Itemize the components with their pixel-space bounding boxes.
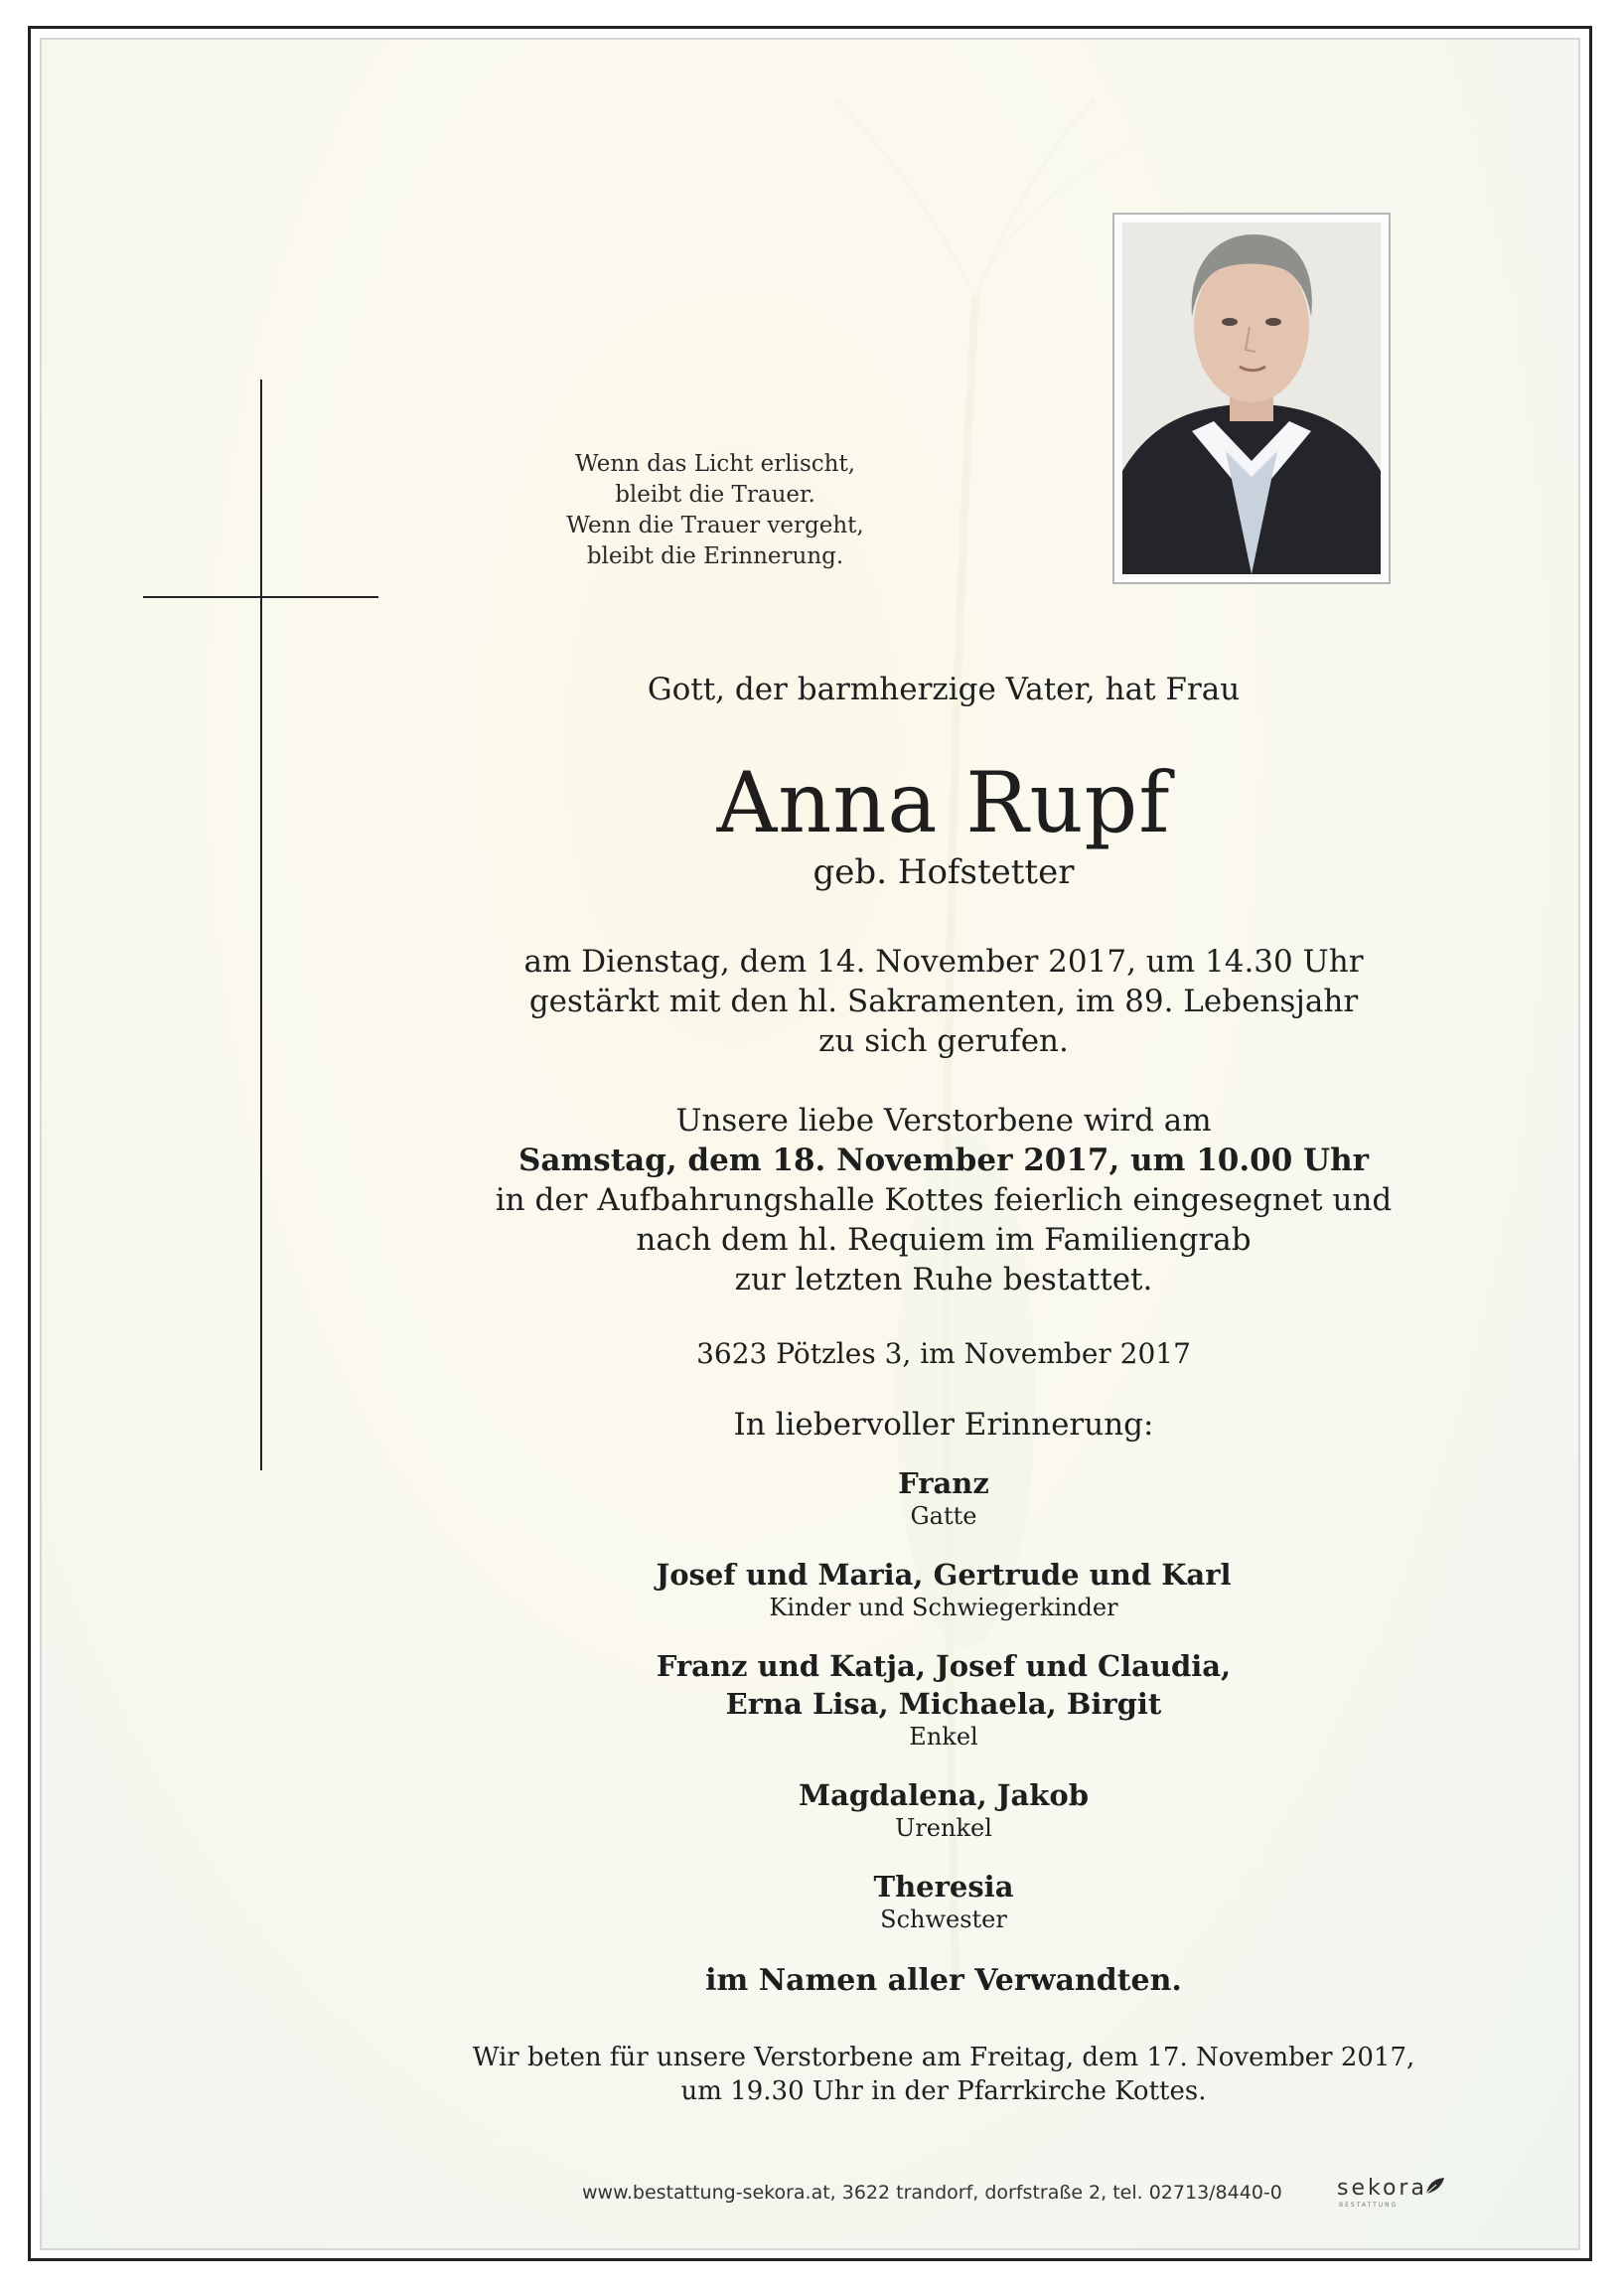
funeral-line: zur letzten Ruhe bestattet. [734, 1262, 1153, 1297]
maiden-name: geb. Hofstetter [812, 852, 1075, 892]
funeral-announcement [467, 1101, 1420, 1299]
death-line: zu sich gerufen. [818, 1023, 1069, 1059]
poem [556, 449, 874, 572]
family-relation: Schwester [880, 1906, 1007, 1933]
death-line: gestärkt mit den hl. Sakramenten, im 89. Lebensjahr [528, 984, 1359, 1019]
family-names: Franz [898, 1466, 989, 1500]
funeral-date: Samstag, dem 18. November 2017, um 10.00 Uhr [518, 1143, 1369, 1178]
intro-text: Gott, der barmherzige Vater, hat Frau [647, 672, 1241, 707]
place-date: 3623 Pötzles 3, im November 2017 [696, 1337, 1191, 1370]
poem-line: Wenn das Licht erlischt, [574, 451, 856, 477]
portrait-icon [1122, 223, 1381, 574]
poem-line: Wenn die Trauer vergeht, [566, 513, 864, 538]
funeral-line: nach dem hl. Requiem im Familiengrab [636, 1222, 1252, 1258]
family-group [467, 1647, 1420, 1751]
closing-line: im Namen aller Verwandten. [705, 1963, 1182, 1998]
sekora-logo [1337, 2176, 1446, 2213]
poem-line: bleibt die Trauer. [615, 482, 815, 508]
service-line: Wir beten für unsere Verstorbene am Freitag, dem 17. November 2017, [472, 2043, 1415, 2072]
family-names: Josef und Maria, Gertrude und Karl [656, 1558, 1232, 1592]
family-group [467, 1868, 1420, 1933]
logo-name: sekora [1337, 2176, 1427, 2201]
family-relation: Gatte [910, 1502, 977, 1530]
funeral-line: Unsere liebe Verstorbene wird am [675, 1103, 1212, 1139]
family-names: Franz und Katja, Josef und Claudia, [656, 1649, 1232, 1683]
cross-horizontal-bar [143, 596, 378, 598]
portrait-photo [1122, 223, 1381, 574]
leaf-icon [1424, 2176, 1446, 2196]
family-group [467, 1464, 1420, 1530]
death-announcement [467, 942, 1420, 1061]
family-names: Erna Lisa, Michaela, Birgit [725, 1687, 1162, 1721]
portrait-frame [1112, 213, 1391, 584]
service-line: um 19.30 Uhr in der Pfarrkirche Kottes. [680, 2076, 1207, 2106]
remembrance-heading: In liebervoller Erinnerung: [733, 1407, 1154, 1443]
family-relation: Enkel [909, 1723, 978, 1751]
family-names: Magdalena, Jakob [799, 1778, 1089, 1812]
death-line: am Dienstag, dem 14. November 2017, um 14.30 Uhr [523, 944, 1364, 980]
family-relation: Urenkel [895, 1814, 992, 1842]
family-group [467, 1556, 1420, 1621]
deceased-name: Anna Rupf [716, 754, 1171, 851]
family-group [467, 1776, 1420, 1842]
funeral-line: in der Aufbahrungshalle Kottes feierlich eingesegnet und [495, 1182, 1393, 1218]
prayer-service [467, 2041, 1420, 2108]
logo-subtitle: BESTATTUNG [1339, 2202, 1399, 2209]
family-relation: Kinder und Schwiegerkinder [769, 1594, 1118, 1621]
poem-line: bleibt die Erinnerung. [586, 543, 844, 569]
footer-address: www.bestattung-sekora.at, 3622 trandorf, dorfstraße 2, tel. 02713/8440-0 [582, 2182, 1282, 2204]
cross-vertical-bar [260, 380, 262, 1470]
family-names: Theresia [873, 1870, 1014, 1904]
